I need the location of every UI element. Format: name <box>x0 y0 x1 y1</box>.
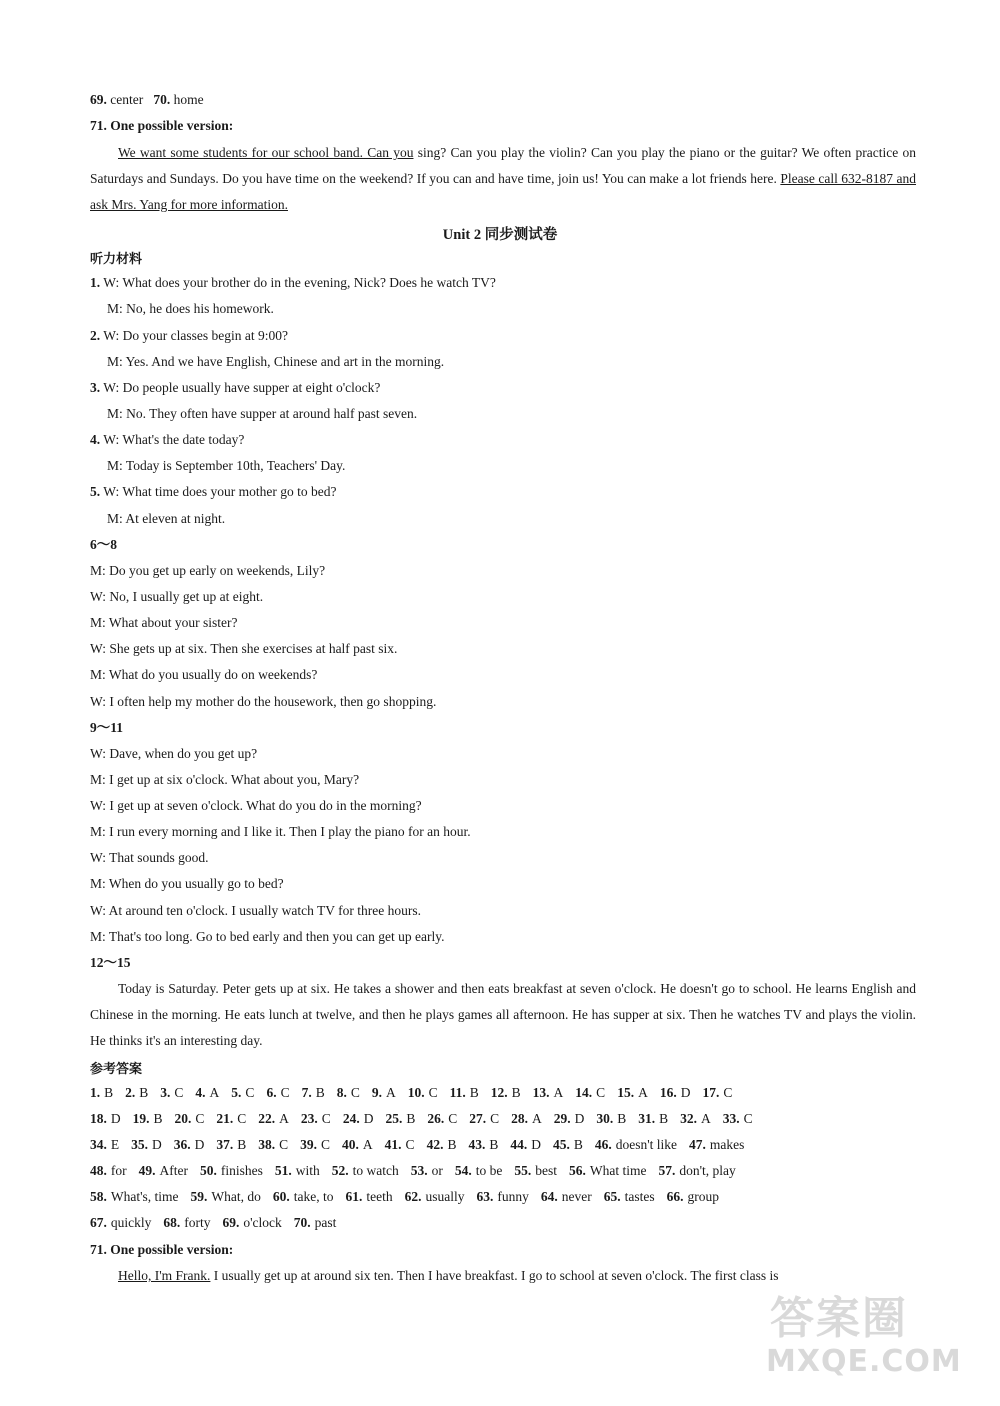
answer-number: 42. <box>426 1137 444 1152</box>
answer-value: C <box>245 1085 255 1100</box>
answer-value: C <box>321 1111 331 1126</box>
answer-item <box>385 1111 415 1126</box>
dialog-num: 5. <box>90 484 101 499</box>
answer-number: 41. <box>384 1137 402 1152</box>
answer-item <box>191 1189 261 1204</box>
answer-number: 2. <box>125 1085 136 1100</box>
answer-item <box>160 1085 183 1100</box>
answer-value: forty <box>184 1215 211 1230</box>
answer-item <box>343 1111 374 1126</box>
section-6-8-line: M: Do you get up early on weekends, Lily? <box>90 563 326 578</box>
answer-number: 39. <box>300 1137 318 1152</box>
answer-number: 34. <box>90 1137 107 1152</box>
answer-item <box>133 1111 163 1126</box>
answer-value: or <box>431 1163 443 1178</box>
essay-underlined: Hello, I'm Frank. <box>118 1268 211 1283</box>
answer-number: 45. <box>552 1137 570 1152</box>
answer-value: A <box>531 1111 542 1126</box>
answer-item <box>216 1137 246 1152</box>
answer-value: B <box>511 1085 521 1100</box>
section-9-11-line: W: I get up at seven o'clock. What do you do in the morning? <box>90 798 422 813</box>
answer-value: C <box>321 1137 331 1152</box>
answer-value: teeth <box>366 1189 393 1204</box>
dialog-1-m: M: No, he does his homework. <box>107 301 274 316</box>
answer-number: 21. <box>216 1111 234 1126</box>
answer-value: C <box>448 1111 458 1126</box>
answer-value: C <box>596 1085 606 1100</box>
answer-number: 66. <box>666 1189 684 1204</box>
answer-value: don't, play <box>679 1163 736 1178</box>
answer-item <box>702 1085 732 1100</box>
answer-value: C <box>350 1085 360 1100</box>
answer-number: 17. <box>702 1085 720 1100</box>
answer-value: past <box>314 1215 337 1230</box>
answer-value: What time <box>589 1163 647 1178</box>
dialog-2-m: M: Yes. And we have English, Chinese and art in the morning. <box>107 354 445 369</box>
answer-value: C <box>279 1137 289 1152</box>
answer-item <box>638 1111 668 1126</box>
answer-number: 22. <box>258 1111 276 1126</box>
answer-value: group <box>687 1189 720 1204</box>
watermark-en: MXQE.COM <box>766 1344 962 1379</box>
answer-item <box>90 1111 121 1126</box>
watermark-cn: 答案圈 <box>770 1293 908 1344</box>
answers-heading: 参考答案 <box>90 1062 143 1077</box>
answer-number: 52. <box>331 1163 349 1178</box>
answer-number: 13. <box>532 1085 550 1100</box>
answer-value: C <box>280 1085 290 1100</box>
q69-num: 69. <box>90 92 107 107</box>
answer-item <box>554 1111 585 1126</box>
answer-number: 61. <box>345 1189 363 1204</box>
answer-item <box>90 1189 179 1204</box>
answer-number: 6. <box>266 1085 277 1100</box>
answer-row <box>90 1083 916 1103</box>
answer-number: 3. <box>160 1085 171 1100</box>
answer-value: D <box>152 1137 162 1152</box>
answer-number: 14. <box>575 1085 593 1100</box>
section-6-8-line: W: She gets up at six. Then she exercises at half past six. <box>90 641 398 656</box>
answer-item <box>90 1215 151 1230</box>
answer-number: 60. <box>272 1189 290 1204</box>
answer-item <box>131 1137 162 1152</box>
answer-value: C <box>490 1111 500 1126</box>
answer-number: 54. <box>454 1163 472 1178</box>
section-6-8-line: W: I often help my mother do the housework, then go shopping. <box>90 694 437 709</box>
answer-number: 40. <box>342 1137 359 1152</box>
answer-item <box>90 1085 113 1100</box>
answer-number: 37. <box>216 1137 234 1152</box>
answer-value: for <box>110 1163 127 1178</box>
answer-item <box>163 1215 210 1230</box>
answer-item <box>139 1163 188 1178</box>
dialog-4-m: M: Today is September 10th, Teachers' Day. <box>107 458 346 473</box>
answer-number: 53. <box>410 1163 428 1178</box>
section-12-15-passage: Today is Saturday. Peter gets up at six. He takes a shower and then eats breakfast at seven o'clock. He doesn't go to school. He learns English and Chinese in the morning. He eats lunch at twelve, and then he plays games all afternoon. He has supper at six. Then he watches TV and plays the violin. He thinks it's an interesting day. <box>90 981 916 1048</box>
answer-number: 46. <box>594 1137 612 1152</box>
section-9-11-line: M: I get up at six o'clock. What about you, Mary? <box>90 772 360 787</box>
answer-item <box>477 1189 529 1204</box>
answer-item <box>680 1111 711 1126</box>
answer-item <box>337 1085 360 1100</box>
dialog-line: W: Do your classes begin at 9:00? <box>103 328 288 343</box>
answer-item <box>216 1111 246 1126</box>
answer-value: doesn't like <box>615 1137 678 1152</box>
answer-value: quickly <box>110 1215 152 1230</box>
answer-value: C <box>723 1085 733 1100</box>
dialog-line: W: What time does your mother go to bed? <box>103 484 337 499</box>
answer-number: 12. <box>490 1085 508 1100</box>
dialog-num: 1. <box>90 275 101 290</box>
answer-item <box>300 1137 330 1152</box>
answer-value: B <box>237 1137 247 1152</box>
answer-item <box>660 1085 691 1100</box>
section-6-8-line: W: No, I usually get up at eight. <box>90 589 264 604</box>
answer-number: 48. <box>90 1163 107 1178</box>
answer-item <box>408 1085 438 1100</box>
answer-value: C <box>743 1111 753 1126</box>
answer-number: 67. <box>90 1215 107 1230</box>
answer-item <box>175 1111 205 1126</box>
answer-item <box>617 1085 648 1100</box>
answer-item <box>511 1111 542 1126</box>
answer-value: B <box>315 1085 325 1100</box>
answer-number: 28. <box>511 1111 528 1126</box>
answer-number: 64. <box>540 1189 558 1204</box>
answer-value: finishes <box>220 1163 263 1178</box>
answer-value: D <box>110 1111 121 1126</box>
answer-number: 8. <box>336 1085 347 1100</box>
answer-item <box>569 1163 646 1178</box>
answer-number: 7. <box>301 1085 312 1100</box>
section-9-11-heading: 9～11 <box>90 720 124 735</box>
answer-item <box>667 1189 719 1204</box>
answer-number: 62. <box>404 1189 422 1204</box>
answer-value: C <box>405 1137 415 1152</box>
answer-value: B <box>447 1137 457 1152</box>
answer-value: C <box>237 1111 247 1126</box>
dialog-3-m: M: No. They often have supper at around half past seven. <box>107 406 418 421</box>
listening-heading: 听力材料 <box>90 252 143 267</box>
answer-value: E <box>110 1137 120 1152</box>
answer-value: A <box>209 1085 220 1100</box>
answer-value: B <box>469 1085 479 1100</box>
answer-item <box>575 1085 605 1100</box>
answer-number: 5. <box>231 1085 242 1100</box>
answer-value: B <box>659 1111 669 1126</box>
dialog-num: 4. <box>90 432 101 447</box>
answer-number: 56. <box>569 1163 586 1178</box>
answer-item <box>266 1085 289 1100</box>
answer-item <box>427 1137 457 1152</box>
answer-item <box>553 1137 583 1152</box>
answer-number: 33. <box>722 1111 740 1126</box>
answer-item <box>723 1111 753 1126</box>
answer-value: A <box>385 1085 396 1100</box>
section-12-15-heading: 12～15 <box>90 955 131 970</box>
dialog-4-w <box>90 430 244 450</box>
answer-item <box>689 1137 744 1152</box>
answer-value: A <box>638 1085 648 1100</box>
answer-value: C <box>195 1111 205 1126</box>
answer-item <box>533 1085 564 1100</box>
answer-value: What's, time <box>110 1189 179 1204</box>
answer-row <box>90 1109 916 1129</box>
answer-item <box>195 1085 219 1100</box>
answer-number: 24. <box>342 1111 360 1126</box>
q71-essay <box>90 140 916 218</box>
essay-text: sing? Can you play the violin? Can you play the piano or the guitar? We often practice on Saturdays and Sundays. Do you have time on the weekend? If you can and have time, join us! You can make a lot friends here. <box>90 145 916 186</box>
answer-item <box>596 1111 626 1126</box>
answer-item <box>541 1189 592 1204</box>
section-9-11-line: M: I run every morning and I like it. Then I play the piano for an hour. <box>90 824 471 839</box>
answer-item <box>450 1085 479 1100</box>
answer-item <box>301 1111 331 1126</box>
answer-number: 32. <box>680 1111 698 1126</box>
answer-item <box>510 1137 541 1152</box>
answer-value: to be <box>475 1163 503 1178</box>
answer-number: 63. <box>476 1189 494 1204</box>
section-9-11-line: M: When do you usually go to bed? <box>90 876 284 891</box>
answer-item <box>200 1163 263 1178</box>
q70-answer: home <box>173 92 204 107</box>
answer-number: 55. <box>514 1163 532 1178</box>
dialog-3-w <box>90 378 380 398</box>
answer-item <box>658 1163 735 1178</box>
answer-value: A <box>701 1111 711 1126</box>
dialog-line: W: What's the date today? <box>103 432 245 447</box>
dialog-line: W: What does your brother do in the evening, Nick? Does he watch TV? <box>103 275 496 290</box>
answer-number: 68. <box>163 1215 181 1230</box>
section-9-11-line: W: That sounds good. <box>90 850 209 865</box>
dialog-num: 3. <box>90 380 101 395</box>
answer-number: 9. <box>371 1085 382 1100</box>
answer-item <box>258 1137 288 1152</box>
answer-value: B <box>489 1137 499 1152</box>
answer-item <box>258 1111 289 1126</box>
answer-number: 58. <box>90 1189 107 1204</box>
answer-item <box>90 1163 127 1178</box>
answer-item <box>231 1085 254 1100</box>
answer-item <box>294 1215 337 1230</box>
answer-value: B <box>139 1085 149 1100</box>
answer-number: 27. <box>469 1111 487 1126</box>
answer-value: D <box>363 1111 374 1126</box>
answer-value: funny <box>497 1189 529 1204</box>
answer-value: best <box>535 1163 557 1178</box>
answer-number: 26. <box>427 1111 445 1126</box>
answer-item <box>302 1085 325 1100</box>
answer-number: 15. <box>617 1085 635 1100</box>
answer-number: 38. <box>258 1137 276 1152</box>
answer-number: 31. <box>638 1111 656 1126</box>
essay-underlined-1: We want some students for our school band. Can you <box>118 145 414 160</box>
answer-number: 36. <box>173 1137 191 1152</box>
unit-title: Unit 2 同步测试卷 <box>442 227 558 243</box>
answer-number: 69. <box>222 1215 240 1230</box>
answer-item <box>405 1189 465 1204</box>
answer-number: 16. <box>659 1085 677 1100</box>
dialog-1-w <box>90 273 496 293</box>
answer-number: 18. <box>90 1111 107 1126</box>
answer-item <box>469 1111 499 1126</box>
answer-value: A <box>362 1137 373 1152</box>
answer-number: 44. <box>510 1137 528 1152</box>
section-9-11-line: M: That's too long. Go to bed early and then you can get up early. <box>90 929 445 944</box>
answer-value: What, do <box>211 1189 261 1204</box>
answer-number: 43. <box>468 1137 486 1152</box>
answer-value: B <box>617 1111 627 1126</box>
answer-number: 23. <box>300 1111 318 1126</box>
answer-value: D <box>194 1137 205 1152</box>
answer-number: 19. <box>132 1111 150 1126</box>
answer-number: 50. <box>199 1163 217 1178</box>
answer-item <box>427 1111 457 1126</box>
answer-number: 59. <box>190 1189 208 1204</box>
answer-item <box>372 1085 396 1100</box>
answer-value: take, to <box>293 1189 334 1204</box>
answer-value: o'clock <box>243 1215 282 1230</box>
answer-value: never <box>561 1189 592 1204</box>
answer-item <box>273 1189 334 1204</box>
answer-number: 11. <box>449 1085 466 1100</box>
answer-value: B <box>406 1111 416 1126</box>
answer-value: A <box>279 1111 289 1126</box>
section-9-11-line: W: At around ten o'clock. I usually watch TV for three hours. <box>90 903 421 918</box>
answer-item <box>411 1163 443 1178</box>
answer-value: D <box>680 1085 691 1100</box>
answer-number: 70. <box>293 1215 311 1230</box>
answer-value: with <box>295 1163 320 1178</box>
dialog-5-w <box>90 482 336 502</box>
answer-value: B <box>573 1137 583 1152</box>
q71-bottom-essay <box>118 1266 778 1286</box>
answer-number: 1. <box>90 1085 101 1100</box>
answer-item <box>174 1137 205 1152</box>
answer-number: 25. <box>385 1111 403 1126</box>
answer-number: 10. <box>407 1085 425 1100</box>
section-6-8-heading: 6～8 <box>90 537 117 552</box>
answer-value: to watch <box>352 1163 399 1178</box>
q69-answer: center <box>110 92 144 107</box>
answer-item <box>275 1163 320 1178</box>
answer-item <box>332 1163 399 1178</box>
answer-value: B <box>104 1085 114 1100</box>
answer-item <box>514 1163 557 1178</box>
section-9-11-line: W: Dave, when do you get up? <box>90 746 258 761</box>
answer-item <box>223 1215 282 1230</box>
answer-number: 49. <box>138 1163 156 1178</box>
answer-row <box>90 1213 916 1233</box>
answer-item <box>595 1137 677 1152</box>
answer-value: A <box>553 1085 564 1100</box>
answer-value: C <box>174 1085 184 1100</box>
section-6-8-line: M: What do you usually do on weekends? <box>90 667 318 682</box>
dialog-5-m: M: At eleven at night. <box>107 511 226 526</box>
answer-item <box>346 1189 393 1204</box>
answer-number: 30. <box>596 1111 614 1126</box>
answer-number: 57. <box>658 1163 676 1178</box>
essay-underlined-2: Please call 632-8187 and ask Mrs. Yang for more information. <box>90 171 917 212</box>
q71-heading-bottom: 71. One possible version: <box>90 1242 234 1257</box>
q70-num: 70. <box>153 92 171 107</box>
answer-item <box>491 1085 521 1100</box>
answer-value: D <box>531 1137 541 1152</box>
answer-item <box>468 1137 498 1152</box>
answer-item <box>90 1137 119 1152</box>
q71-heading: 71. One possible version: <box>90 118 234 133</box>
answer-item <box>125 1085 148 1100</box>
answer-value: C <box>428 1085 438 1100</box>
answer-value: D <box>574 1111 585 1126</box>
answer-item <box>385 1137 415 1152</box>
dialog-2-w <box>90 326 288 346</box>
answer-line-69-70 <box>90 90 204 110</box>
answer-row <box>90 1161 916 1181</box>
answer-row <box>90 1135 916 1155</box>
section-6-8-line: M: What about your sister? <box>90 615 238 630</box>
answer-number: 51. <box>274 1163 292 1178</box>
answer-value: usually <box>425 1189 465 1204</box>
answer-number: 4. <box>195 1085 206 1100</box>
answer-number: 20. <box>174 1111 192 1126</box>
answer-number: 47. <box>689 1137 706 1152</box>
answer-row <box>90 1187 916 1207</box>
answer-item <box>604 1189 655 1204</box>
essay-text: I usually get up at around six ten. Then I have breakfast. I go to school at seven o'clock. The first class is <box>210 1268 779 1283</box>
answer-value: makes <box>709 1137 745 1152</box>
answer-number: 35. <box>131 1137 148 1152</box>
answer-number: 65. <box>603 1189 621 1204</box>
answer-item <box>342 1137 373 1152</box>
watermark-logo <box>760 1282 980 1392</box>
answer-item <box>455 1163 503 1178</box>
answer-value: B <box>153 1111 163 1126</box>
answer-value: tastes <box>624 1189 655 1204</box>
answer-value: After <box>159 1163 188 1178</box>
answer-number: 29. <box>553 1111 571 1126</box>
dialog-line: W: Do people usually have supper at eight o'clock? <box>103 380 381 395</box>
dialog-num: 2. <box>90 328 101 343</box>
